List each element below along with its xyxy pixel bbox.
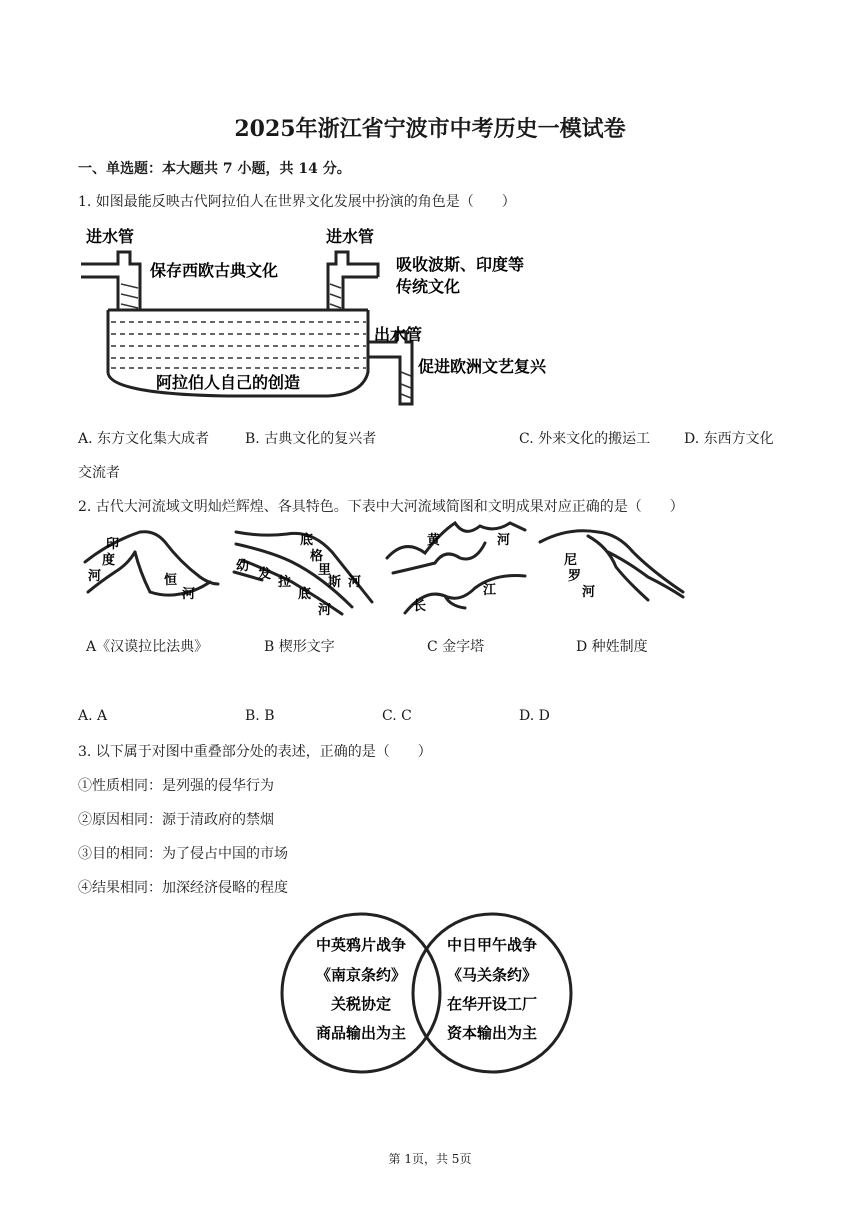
q1-option-b: B. 古典文化的复兴者 [245, 431, 377, 447]
map-a-char-2: 度 [102, 553, 116, 568]
map-b-char-8: 拉 [278, 575, 292, 590]
q2-option-a: A. A [78, 708, 108, 724]
map-b-char-6: 幼 [236, 559, 250, 574]
question-3-stem: 3. 以下属于对图中重叠部分处的表述，正确的是（ ） [78, 744, 432, 760]
map-a-char-4: 恒 [164, 573, 178, 588]
water-tank-diagram [78, 222, 558, 412]
venn-diagram [278, 910, 574, 1076]
inlet-right-label: 进水管 [326, 227, 375, 246]
map-nile [538, 522, 688, 612]
venn-left-line-3: 关税协定 [330, 995, 392, 1013]
q3-item-1: ①性质相同：是列强的侵华行为 [78, 778, 274, 794]
map-caption-b: B 楔形文字 [264, 639, 335, 655]
section-heading: 一、单选题：本大题共 7 小题，共 14 分。 [78, 161, 351, 177]
q2-option-d: D. D [519, 708, 550, 724]
q1-option-c: C. 外来文化的搬运工 [519, 431, 651, 447]
venn-right-line-2: 《马关条约》 [446, 966, 538, 984]
map-c-char-4: 江 [483, 583, 497, 598]
q1-option-d: D. 东西方文化 [684, 431, 774, 447]
q1-option-d-continued: 交流者 [78, 465, 120, 481]
map-mesopotamia [232, 522, 377, 622]
venn-left-line-2: 《南京条约》 [315, 966, 407, 984]
page-footer: 第 1页，共 5页 [388, 1152, 472, 1166]
question-1-stem: 1. 如图最能反映古代阿拉伯人在世界文化发展中扮演的角色是（ ） [78, 194, 516, 210]
map-caption-d: D 种姓制度 [576, 639, 648, 655]
page-title: 2025年浙江省宁波市中考历史一模试卷 [234, 116, 626, 142]
map-a-char-5: 河 [182, 587, 196, 602]
tank-base-text: 阿拉伯人自己的创造 [156, 373, 301, 392]
outlet-text: 促进欧洲文艺复兴 [418, 357, 547, 376]
map-d-char-2: 罗 [568, 569, 582, 584]
venn-right-line-4: 资本输出为主 [446, 1024, 538, 1042]
map-d-char-1: 尼 [564, 553, 578, 568]
map-b-char-3: 里 [318, 563, 332, 578]
map-caption-a: A《汉谟拉比法典》 [86, 639, 209, 655]
map-b-char-5: 河 [348, 575, 362, 590]
venn-left-line-4: 商品输出为主 [315, 1024, 407, 1042]
map-b-char-7: 发 [258, 567, 272, 582]
inlet-right-text-2: 传统文化 [396, 277, 461, 296]
q2-option-b: B. B [245, 708, 275, 724]
map-a-char-3: 河 [88, 569, 102, 584]
venn-left-line-1: 中英鸦片战争 [315, 936, 407, 954]
map-d-char-3: 河 [582, 585, 596, 600]
venn-right-line-3: 在华开设工厂 [446, 995, 538, 1013]
venn-right-line-1: 中日甲午战争 [446, 936, 538, 954]
q3-item-2: ②原因相同：源于清政府的禁烟 [78, 812, 274, 828]
map-b-char-4: 斯 [328, 575, 342, 590]
inlet-left-text: 保存西欧古典文化 [150, 261, 279, 280]
q3-item-3: ③目的相同：为了侵占中国的市场 [78, 846, 288, 862]
map-c-char-3: 长 [413, 599, 427, 614]
q3-item-4: ④结果相同：加深经济侵略的程度 [78, 880, 288, 896]
map-b-char-9: 底 [298, 587, 312, 602]
q2-option-c: C. C [382, 708, 412, 724]
map-c-char-1: 黄 [427, 533, 441, 548]
q1-option-a: A. 东方文化集大成者 [78, 431, 210, 447]
inlet-right-text-1: 吸收波斯、印度等 [396, 255, 525, 274]
map-b-char-10: 河 [318, 603, 332, 618]
map-indus-ganges [80, 522, 220, 622]
outlet-label: 出水管 [374, 325, 423, 344]
map-yellow-yangtze [385, 518, 530, 618]
map-b-char-1: 底 [300, 533, 314, 548]
inlet-left-label: 进水管 [86, 227, 135, 246]
map-b-char-2: 格 [310, 549, 324, 564]
map-c-char-2: 河 [497, 533, 511, 548]
map-a-char-1: 印 [106, 537, 120, 552]
question-2-stem: 2. 古代大河流域文明灿烂辉煌、各具特色。下表中大河流域简图和文明成果对应正确的是（ ） [78, 499, 684, 515]
map-caption-c: C 金字塔 [427, 639, 485, 655]
